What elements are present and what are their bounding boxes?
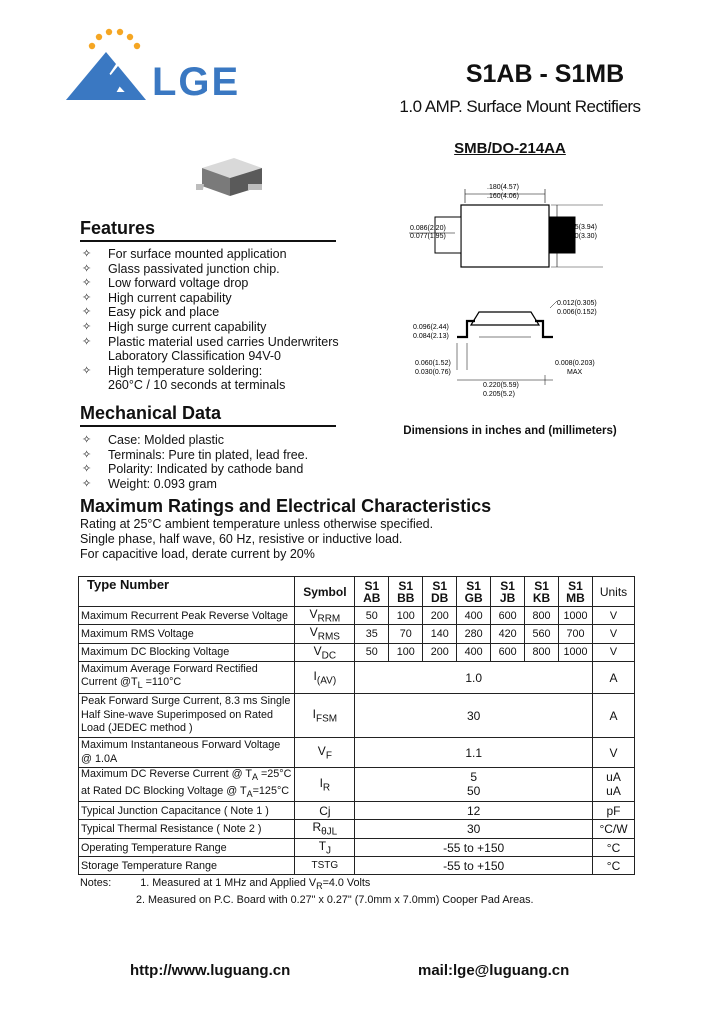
features-list bbox=[80, 247, 360, 393]
mechanical-title: Mechanical Data bbox=[80, 403, 336, 427]
package-dimension-diagram bbox=[405, 175, 620, 405]
rating-condition: Rating at 25°C ambient temperature unless otherwise specified. bbox=[80, 517, 434, 531]
dim-body-height-1: .155(3.94) bbox=[565, 224, 597, 231]
header-part-s1mb: S1 MB bbox=[559, 577, 593, 607]
ratings-table bbox=[78, 576, 635, 875]
bullet-icon: ✧ bbox=[82, 248, 92, 260]
mechanical-item: ✧ Weight: 0.093 gram bbox=[82, 476, 217, 491]
bullet-icon: ✧ bbox=[82, 448, 92, 461]
notes: Notes: 1. Measured at 1 MHz and Applied $V_R=4.0$ Volts 2. Measured on P.C. Board with 0.27" x 0.27" (7.0mm x 7.0mm) Cooper Pad Areas. bbox=[80, 877, 534, 907]
header-units: Units bbox=[593, 577, 635, 607]
table-row: Maximum DC Blocking Voltage $V_{DC}$ 50 100 200 400 600 800 1000 V bbox=[79, 643, 635, 661]
feature-item: ✧ For surface mounted application bbox=[82, 247, 287, 261]
header-part-s1kb: S1 KB bbox=[525, 577, 559, 607]
feature-item: ✧ Easy pick and place bbox=[82, 305, 220, 320]
header-part-s1bb: S1 BB bbox=[389, 577, 423, 607]
mechanical-item: ✧ Terminals: Pure tin plated, lead free. bbox=[82, 447, 309, 462]
dim-top-width-1: .180(4.57) bbox=[487, 184, 519, 191]
header-type-number: Type Number bbox=[79, 577, 295, 607]
bullet-icon: ✧ bbox=[82, 306, 92, 319]
mechanical-item: ✧ Polarity: Indicated by cathode band bbox=[82, 462, 304, 477]
header-part-s1db: S1 DB bbox=[423, 577, 457, 607]
dim-lead-height-1: 0.086(2.20) bbox=[410, 225, 446, 232]
dimensions-caption: Dimensions in inches and (millimeters) bbox=[403, 425, 617, 437]
bullet-icon: ✧ bbox=[82, 262, 92, 275]
dim-lead-height-2: 0.077(1.95) bbox=[410, 233, 446, 240]
part-title: S1AB - S1MB bbox=[465, 60, 625, 88]
mechanical-list bbox=[80, 433, 360, 491]
table-row: Storage Temperature Range TSTG -55 to +150 °C bbox=[79, 857, 635, 875]
rating-condition: For capacitive load, derate current by 20% bbox=[80, 547, 315, 561]
feature-item: ✧ Plastic material used carries Underwriters Laboratory Classification 94V-0 bbox=[82, 334, 339, 364]
website-link[interactable]: http://www.luguang.cn bbox=[130, 962, 291, 979]
bullet-icon: ✧ bbox=[82, 335, 92, 348]
table-row: Maximum Recurrent Peak Reverse Voltage $V_{RRM}$ 50 100 200 400 600 800 1000 V bbox=[79, 607, 635, 625]
table-row: Typical Junction Capacitance ( Note 1 ) Cj 12 pF bbox=[79, 802, 635, 820]
bullet-icon: ✧ bbox=[82, 364, 92, 377]
feature-item: ✧ High temperature soldering: 260°C / 10 seconds at terminals bbox=[82, 363, 286, 393]
header-part-s1jb: S1 JB bbox=[491, 577, 525, 607]
lge-logo-icon bbox=[62, 26, 154, 104]
dim-total-width-2: 0.205(5.2) bbox=[483, 391, 515, 398]
bullet-icon: ✧ bbox=[82, 277, 92, 290]
mechanical-item: ✧ Case: Molded plastic bbox=[82, 433, 225, 447]
dim-top-width-2: .160(4.06) bbox=[487, 193, 519, 200]
email-link[interactable]: mail:lge@luguang.cn bbox=[418, 962, 570, 979]
component-image bbox=[196, 150, 268, 202]
dim-body-thickness-1: 0.096(2.44) bbox=[413, 324, 449, 331]
table-row: Typical Thermal Resistance ( Note 2 ) $R_{\theta JL}$ 30 °C/W bbox=[79, 820, 635, 838]
dim-body-thickness-2: 0.084(2.13) bbox=[413, 333, 449, 340]
package-title: SMB/DO-214AA bbox=[454, 140, 566, 157]
dim-standoff-1: 0.008(0.203) bbox=[555, 360, 595, 367]
dim-body-height-2: .130(3.30) bbox=[565, 233, 597, 240]
features-title: Features bbox=[80, 218, 336, 242]
feature-item: ✧ High current capability bbox=[82, 290, 232, 305]
feature-item: ✧ Glass passivated junction chip. bbox=[82, 261, 280, 276]
table-row: Maximum RMS Voltage $V_{RMS}$ 35 70 140 280 420 560 700 V bbox=[79, 625, 635, 643]
bullet-icon: ✧ bbox=[82, 477, 92, 490]
table-row: Maximum Instantaneous Forward Voltage @ 1.0A $V_F$ 1.1 V bbox=[79, 738, 635, 768]
dim-lead-thickness-1: 0.012(0.305) bbox=[557, 300, 597, 307]
part-subtitle: 1.0 AMP. Surface Mount Rectifiers bbox=[399, 97, 641, 116]
dim-foot-length-1: 0.060(1.52) bbox=[415, 360, 451, 367]
rating-condition: Single phase, half wave, 60 Hz, resistive or inductive load. bbox=[80, 532, 403, 546]
ratings-title: Maximum Ratings and Electrical Characteristics bbox=[80, 496, 492, 516]
bullet-icon: ✧ bbox=[82, 320, 92, 333]
dim-foot-length-2: 0.030(0.76) bbox=[415, 369, 451, 376]
dim-standoff-2: MAX bbox=[567, 369, 583, 376]
table-row: Peak Forward Surge Current, 8.3 ms Single Half Sine-wave Superimposed on Rated Load (JEDEC method ) $I_{FSM}$ 30 A bbox=[79, 694, 635, 738]
bullet-icon: ✧ bbox=[82, 434, 92, 446]
header-part-s1gb: S1 GB bbox=[457, 577, 491, 607]
header-part-s1ab: S1 AB bbox=[355, 577, 389, 607]
header-symbol: Symbol bbox=[295, 577, 355, 607]
dim-total-width-1: 0.220(5.59) bbox=[483, 382, 519, 389]
feature-item: ✧ High surge current capability bbox=[82, 319, 267, 334]
table-row: Maximum DC Reverse Current @ $T_A =25^\circ C$ at Rated DC Blocking Voltage @ $T_A=125^\circ C$ $I_R$ 5 50 uA uA bbox=[79, 768, 635, 802]
bullet-icon: ✧ bbox=[82, 291, 92, 304]
feature-item: ✧ Low forward voltage drop bbox=[82, 276, 249, 291]
table-row: Maximum Average Forward Rectified Current $@T_L =110^\circ C$ $I_{(AV)}$ 1.0 A bbox=[79, 662, 635, 694]
bullet-icon: ✧ bbox=[82, 463, 92, 476]
brand-name: LGE bbox=[152, 60, 241, 104]
dim-lead-thickness-2: 0.006(0.152) bbox=[557, 309, 597, 316]
table-row: Operating Temperature Range $T_J$ -55 to +150 °C bbox=[79, 838, 635, 856]
